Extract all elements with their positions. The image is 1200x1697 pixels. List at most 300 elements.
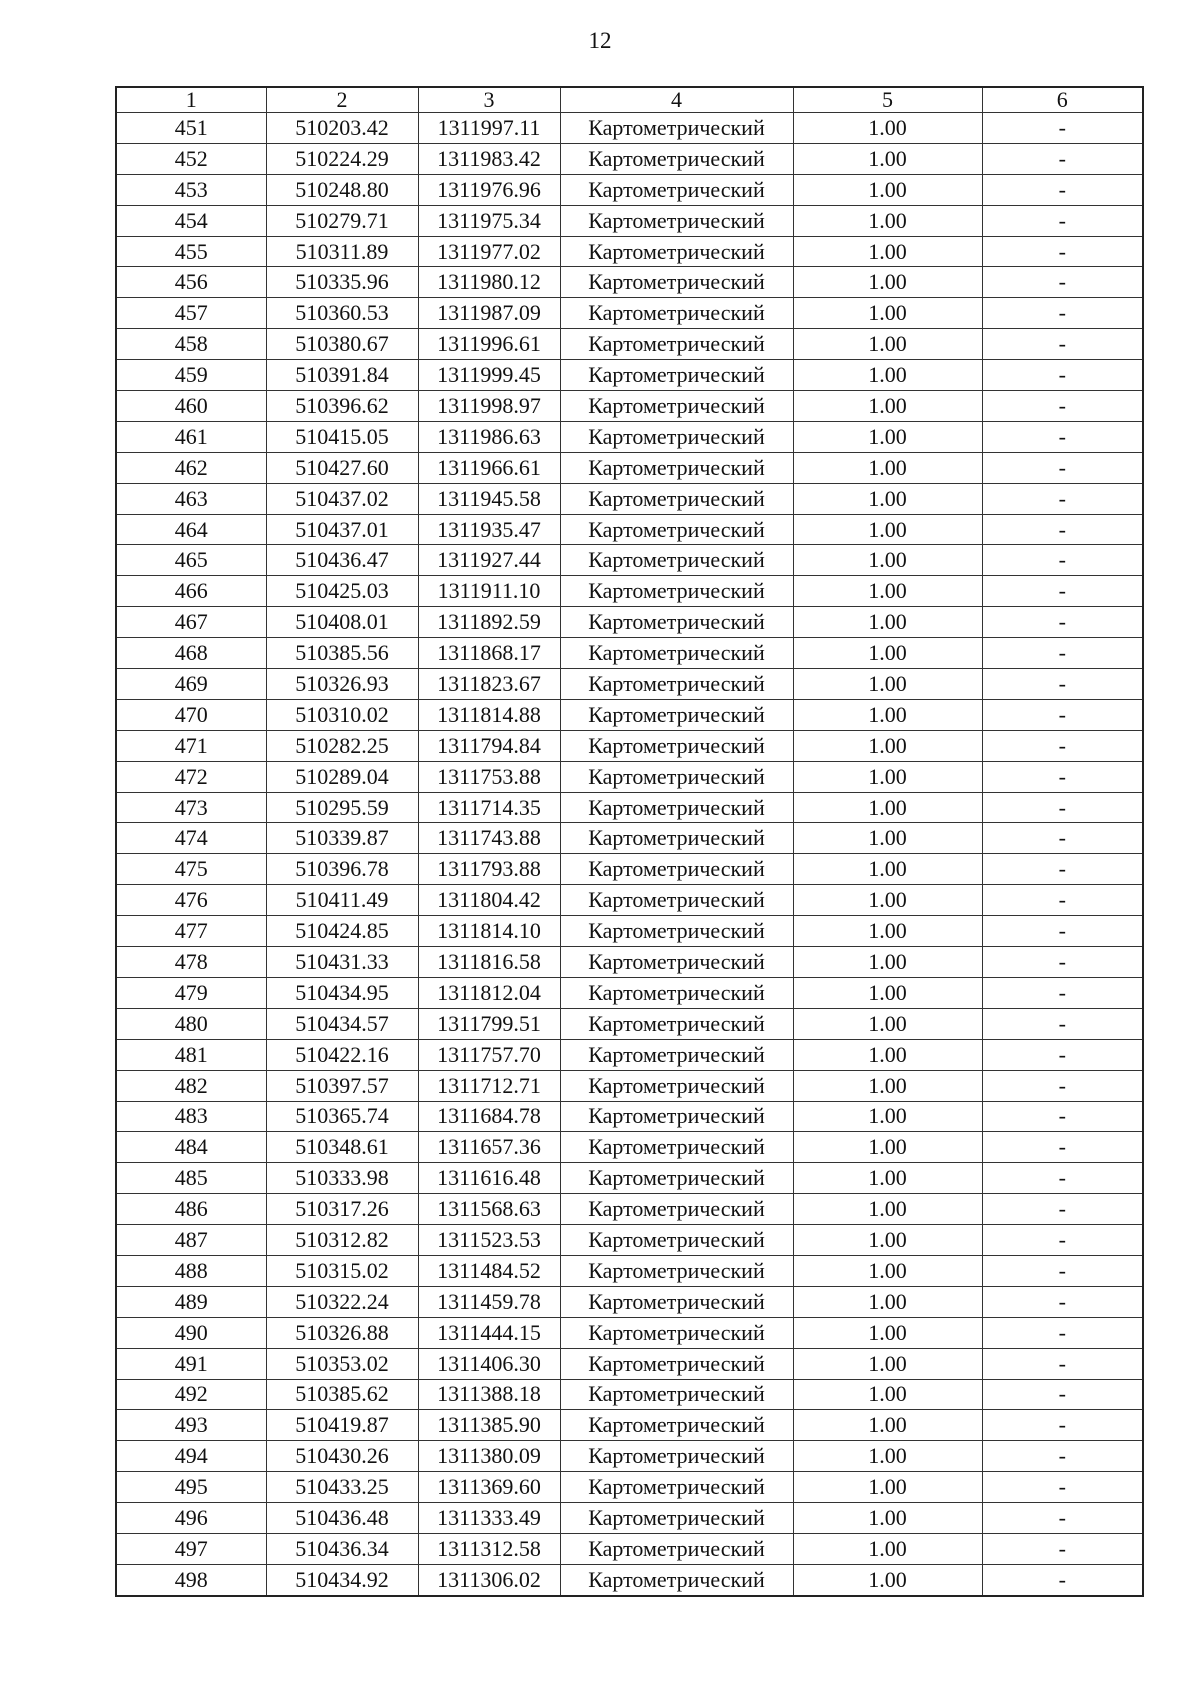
accuracy-cell: 1.00	[793, 854, 982, 885]
y-coordinate-cell: 1311306.02	[418, 1564, 560, 1595]
method-cell: Картометрический	[560, 1472, 793, 1503]
accuracy-cell: 1.00	[793, 823, 982, 854]
x-coordinate-cell: 510279.71	[266, 205, 418, 236]
note-cell: -	[982, 669, 1143, 700]
y-coordinate-cell: 1311935.47	[418, 514, 560, 545]
y-coordinate-cell: 1311684.78	[418, 1101, 560, 1132]
y-coordinate-cell: 1311816.58	[418, 947, 560, 978]
point-number-cell: 493	[116, 1410, 266, 1441]
point-number-cell: 453	[116, 174, 266, 205]
point-number-cell: 472	[116, 761, 266, 792]
note-cell: -	[982, 205, 1143, 236]
table-row	[116, 1101, 1143, 1132]
note-cell: -	[982, 329, 1143, 360]
method-cell: Картометрический	[560, 1039, 793, 1070]
table-row	[116, 1379, 1143, 1410]
accuracy-cell: 1.00	[793, 1379, 982, 1410]
method-cell: Картометрический	[560, 1533, 793, 1564]
point-number-cell: 480	[116, 1008, 266, 1039]
y-coordinate-cell: 1311998.97	[418, 391, 560, 422]
accuracy-cell: 1.00	[793, 391, 982, 422]
table-row	[116, 761, 1143, 792]
table-row	[116, 1503, 1143, 1534]
note-cell: -	[982, 1410, 1143, 1441]
header-row	[116, 87, 1143, 113]
column-header-4: 4	[560, 87, 793, 113]
note-cell: -	[982, 1225, 1143, 1256]
note-cell: -	[982, 1008, 1143, 1039]
note-cell: -	[982, 792, 1143, 823]
y-coordinate-cell: 1311484.52	[418, 1255, 560, 1286]
table-row	[116, 298, 1143, 329]
accuracy-cell: 1.00	[793, 1225, 982, 1256]
accuracy-cell: 1.00	[793, 576, 982, 607]
y-coordinate-cell: 1311997.11	[418, 113, 560, 144]
accuracy-cell: 1.00	[793, 267, 982, 298]
point-number-cell: 481	[116, 1039, 266, 1070]
y-coordinate-cell: 1311814.10	[418, 916, 560, 947]
method-cell: Картометрический	[560, 669, 793, 700]
accuracy-cell: 1.00	[793, 1255, 982, 1286]
note-cell: -	[982, 143, 1143, 174]
note-cell: -	[982, 1348, 1143, 1379]
accuracy-cell: 1.00	[793, 1163, 982, 1194]
table-row	[116, 360, 1143, 391]
x-coordinate-cell: 510385.62	[266, 1379, 418, 1410]
method-cell: Картометрический	[560, 360, 793, 391]
accuracy-cell: 1.00	[793, 1503, 982, 1534]
method-cell: Картометрический	[560, 143, 793, 174]
point-number-cell: 490	[116, 1317, 266, 1348]
method-cell: Картометрический	[560, 1286, 793, 1317]
method-cell: Картометрический	[560, 576, 793, 607]
accuracy-cell: 1.00	[793, 977, 982, 1008]
y-coordinate-cell: 1311369.60	[418, 1472, 560, 1503]
note-cell: -	[982, 298, 1143, 329]
method-cell: Картометрический	[560, 1225, 793, 1256]
note-cell: -	[982, 638, 1143, 669]
x-coordinate-cell: 510434.95	[266, 977, 418, 1008]
y-coordinate-cell: 1311996.61	[418, 329, 560, 360]
method-cell: Картометрический	[560, 391, 793, 422]
coordinates-table	[115, 86, 1144, 1597]
y-coordinate-cell: 1311980.12	[418, 267, 560, 298]
point-number-cell: 459	[116, 360, 266, 391]
point-number-cell: 496	[116, 1503, 266, 1534]
x-coordinate-cell: 510380.67	[266, 329, 418, 360]
y-coordinate-cell: 1311814.88	[418, 699, 560, 730]
x-coordinate-cell: 510360.53	[266, 298, 418, 329]
x-coordinate-cell: 510396.78	[266, 854, 418, 885]
accuracy-cell: 1.00	[793, 885, 982, 916]
y-coordinate-cell: 1311945.58	[418, 483, 560, 514]
method-cell: Картометрический	[560, 1101, 793, 1132]
table-row	[116, 1194, 1143, 1225]
accuracy-cell: 1.00	[793, 236, 982, 267]
note-cell: -	[982, 885, 1143, 916]
point-number-cell: 497	[116, 1533, 266, 1564]
x-coordinate-cell: 510433.25	[266, 1472, 418, 1503]
point-number-cell: 475	[116, 854, 266, 885]
note-cell: -	[982, 916, 1143, 947]
method-cell: Картометрический	[560, 174, 793, 205]
method-cell: Картометрический	[560, 267, 793, 298]
method-cell: Картометрический	[560, 607, 793, 638]
x-coordinate-cell: 510289.04	[266, 761, 418, 792]
method-cell: Картометрический	[560, 1008, 793, 1039]
y-coordinate-cell: 1311714.35	[418, 792, 560, 823]
point-number-cell: 466	[116, 576, 266, 607]
table-row	[116, 1410, 1143, 1441]
note-cell: -	[982, 1564, 1143, 1595]
accuracy-cell: 1.00	[793, 1008, 982, 1039]
table-row	[116, 205, 1143, 236]
y-coordinate-cell: 1311983.42	[418, 143, 560, 174]
point-number-cell: 469	[116, 669, 266, 700]
y-coordinate-cell: 1311966.61	[418, 452, 560, 483]
point-number-cell: 487	[116, 1225, 266, 1256]
y-coordinate-cell: 1311616.48	[418, 1163, 560, 1194]
y-coordinate-cell: 1311892.59	[418, 607, 560, 638]
y-coordinate-cell: 1311406.30	[418, 1348, 560, 1379]
point-number-cell: 458	[116, 329, 266, 360]
note-cell: -	[982, 483, 1143, 514]
point-number-cell: 486	[116, 1194, 266, 1225]
x-coordinate-cell: 510425.03	[266, 576, 418, 607]
x-coordinate-cell: 510310.02	[266, 699, 418, 730]
point-number-cell: 488	[116, 1255, 266, 1286]
accuracy-cell: 1.00	[793, 669, 982, 700]
note-cell: -	[982, 1503, 1143, 1534]
accuracy-cell: 1.00	[793, 143, 982, 174]
method-cell: Картометрический	[560, 638, 793, 669]
note-cell: -	[982, 1039, 1143, 1070]
point-number-cell: 474	[116, 823, 266, 854]
note-cell: -	[982, 452, 1143, 483]
y-coordinate-cell: 1311823.67	[418, 669, 560, 700]
table-row	[116, 1132, 1143, 1163]
accuracy-cell: 1.00	[793, 1039, 982, 1070]
note-cell: -	[982, 360, 1143, 391]
y-coordinate-cell: 1311459.78	[418, 1286, 560, 1317]
method-cell: Картометрический	[560, 1410, 793, 1441]
note-cell: -	[982, 1286, 1143, 1317]
point-number-cell: 498	[116, 1564, 266, 1595]
column-header-2: 2	[266, 87, 418, 113]
x-coordinate-cell: 510365.74	[266, 1101, 418, 1132]
note-cell: -	[982, 174, 1143, 205]
y-coordinate-cell: 1311975.34	[418, 205, 560, 236]
x-coordinate-cell: 510339.87	[266, 823, 418, 854]
accuracy-cell: 1.00	[793, 1472, 982, 1503]
accuracy-cell: 1.00	[793, 421, 982, 452]
table-row	[116, 1255, 1143, 1286]
point-number-cell: 470	[116, 699, 266, 730]
accuracy-cell: 1.00	[793, 1132, 982, 1163]
x-coordinate-cell: 510436.34	[266, 1533, 418, 1564]
method-cell: Картометрический	[560, 236, 793, 267]
y-coordinate-cell: 1311712.71	[418, 1070, 560, 1101]
x-coordinate-cell: 510322.24	[266, 1286, 418, 1317]
y-coordinate-cell: 1311793.88	[418, 854, 560, 885]
note-cell: -	[982, 1379, 1143, 1410]
x-coordinate-cell: 510431.33	[266, 947, 418, 978]
table-row	[116, 607, 1143, 638]
table-row	[116, 730, 1143, 761]
method-cell: Картометрический	[560, 1503, 793, 1534]
x-coordinate-cell: 510419.87	[266, 1410, 418, 1441]
y-coordinate-cell: 1311987.09	[418, 298, 560, 329]
point-number-cell: 467	[116, 607, 266, 638]
table-row	[116, 916, 1143, 947]
table-row	[116, 854, 1143, 885]
y-coordinate-cell: 1311385.90	[418, 1410, 560, 1441]
method-cell: Картометрический	[560, 1070, 793, 1101]
method-cell: Картометрический	[560, 761, 793, 792]
column-header-5: 5	[793, 87, 982, 113]
note-cell: -	[982, 391, 1143, 422]
point-number-cell: 460	[116, 391, 266, 422]
table-row	[116, 113, 1143, 144]
point-number-cell: 456	[116, 267, 266, 298]
x-coordinate-cell: 510436.47	[266, 545, 418, 576]
point-number-cell: 495	[116, 1472, 266, 1503]
point-number-cell: 482	[116, 1070, 266, 1101]
y-coordinate-cell: 1311753.88	[418, 761, 560, 792]
method-cell: Картометрический	[560, 421, 793, 452]
x-coordinate-cell: 510312.82	[266, 1225, 418, 1256]
note-cell: -	[982, 1132, 1143, 1163]
accuracy-cell: 1.00	[793, 298, 982, 329]
method-cell: Картометрический	[560, 483, 793, 514]
table-row	[116, 977, 1143, 1008]
x-coordinate-cell: 510411.49	[266, 885, 418, 916]
method-cell: Картометрический	[560, 1348, 793, 1379]
point-number-cell: 451	[116, 113, 266, 144]
x-coordinate-cell: 510317.26	[266, 1194, 418, 1225]
x-coordinate-cell: 510315.02	[266, 1255, 418, 1286]
x-coordinate-cell: 510326.93	[266, 669, 418, 700]
table-row	[116, 638, 1143, 669]
point-number-cell: 463	[116, 483, 266, 514]
method-cell: Картометрический	[560, 329, 793, 360]
y-coordinate-cell: 1311743.88	[418, 823, 560, 854]
method-cell: Картометрический	[560, 205, 793, 236]
method-cell: Картометрический	[560, 1317, 793, 1348]
y-coordinate-cell: 1311804.42	[418, 885, 560, 916]
note-cell: -	[982, 236, 1143, 267]
table-row	[116, 1008, 1143, 1039]
point-number-cell: 452	[116, 143, 266, 174]
note-cell: -	[982, 730, 1143, 761]
table-row	[116, 143, 1143, 174]
x-coordinate-cell: 510424.85	[266, 916, 418, 947]
x-coordinate-cell: 510434.57	[266, 1008, 418, 1039]
table-row	[116, 545, 1143, 576]
accuracy-cell: 1.00	[793, 1070, 982, 1101]
note-cell: -	[982, 1533, 1143, 1564]
x-coordinate-cell: 510385.56	[266, 638, 418, 669]
point-number-cell: 485	[116, 1163, 266, 1194]
method-cell: Картометрический	[560, 1255, 793, 1286]
y-coordinate-cell: 1311388.18	[418, 1379, 560, 1410]
accuracy-cell: 1.00	[793, 514, 982, 545]
method-cell: Картометрический	[560, 947, 793, 978]
method-cell: Картометрический	[560, 699, 793, 730]
x-coordinate-cell: 510333.98	[266, 1163, 418, 1194]
note-cell: -	[982, 421, 1143, 452]
table-row	[116, 669, 1143, 700]
table-body	[116, 113, 1143, 1596]
x-coordinate-cell: 510353.02	[266, 1348, 418, 1379]
x-coordinate-cell: 510408.01	[266, 607, 418, 638]
x-coordinate-cell: 510422.16	[266, 1039, 418, 1070]
y-coordinate-cell: 1311911.10	[418, 576, 560, 607]
page-number: 12	[588, 28, 612, 53]
table-row	[116, 1286, 1143, 1317]
method-cell: Картометрический	[560, 730, 793, 761]
method-cell: Картометрический	[560, 1163, 793, 1194]
accuracy-cell: 1.00	[793, 113, 982, 144]
y-coordinate-cell: 1311380.09	[418, 1441, 560, 1472]
table-row	[116, 1441, 1143, 1472]
x-coordinate-cell: 510415.05	[266, 421, 418, 452]
method-cell: Картометрический	[560, 1194, 793, 1225]
method-cell: Картометрический	[560, 514, 793, 545]
point-number-cell: 464	[116, 514, 266, 545]
point-number-cell: 457	[116, 298, 266, 329]
table-row	[116, 174, 1143, 205]
y-coordinate-cell: 1311312.58	[418, 1533, 560, 1564]
accuracy-cell: 1.00	[793, 483, 982, 514]
note-cell: -	[982, 699, 1143, 730]
note-cell: -	[982, 1441, 1143, 1472]
x-coordinate-cell: 510295.59	[266, 792, 418, 823]
point-number-cell: 484	[116, 1132, 266, 1163]
x-coordinate-cell: 510427.60	[266, 452, 418, 483]
method-cell: Картометрический	[560, 113, 793, 144]
accuracy-cell: 1.00	[793, 360, 982, 391]
accuracy-cell: 1.00	[793, 1348, 982, 1379]
table-row	[116, 329, 1143, 360]
x-coordinate-cell: 510326.88	[266, 1317, 418, 1348]
accuracy-cell: 1.00	[793, 329, 982, 360]
point-number-cell: 461	[116, 421, 266, 452]
table-row	[116, 236, 1143, 267]
note-cell: -	[982, 1101, 1143, 1132]
table-row	[116, 1163, 1143, 1194]
point-number-cell: 473	[116, 792, 266, 823]
point-number-cell: 483	[116, 1101, 266, 1132]
table-row	[116, 1533, 1143, 1564]
method-cell: Картометрический	[560, 298, 793, 329]
method-cell: Картометрический	[560, 545, 793, 576]
method-cell: Картометрический	[560, 792, 793, 823]
y-coordinate-cell: 1311799.51	[418, 1008, 560, 1039]
accuracy-cell: 1.00	[793, 1410, 982, 1441]
y-coordinate-cell: 1311977.02	[418, 236, 560, 267]
y-coordinate-cell: 1311444.15	[418, 1317, 560, 1348]
accuracy-cell: 1.00	[793, 545, 982, 576]
accuracy-cell: 1.00	[793, 607, 982, 638]
method-cell: Картометрический	[560, 1564, 793, 1595]
method-cell: Картометрический	[560, 916, 793, 947]
method-cell: Картометрический	[560, 854, 793, 885]
table-row	[116, 483, 1143, 514]
y-coordinate-cell: 1311757.70	[418, 1039, 560, 1070]
x-coordinate-cell: 510391.84	[266, 360, 418, 391]
accuracy-cell: 1.00	[793, 1564, 982, 1595]
table-row	[116, 576, 1143, 607]
note-cell: -	[982, 977, 1143, 1008]
note-cell: -	[982, 545, 1143, 576]
table-row	[116, 452, 1143, 483]
point-number-cell: 455	[116, 236, 266, 267]
method-cell: Картометрический	[560, 885, 793, 916]
note-cell: -	[982, 267, 1143, 298]
y-coordinate-cell: 1311927.44	[418, 545, 560, 576]
point-number-cell: 465	[116, 545, 266, 576]
table-header	[116, 87, 1143, 113]
method-cell: Картометрический	[560, 1441, 793, 1472]
note-cell: -	[982, 947, 1143, 978]
table-row	[116, 421, 1143, 452]
point-number-cell: 454	[116, 205, 266, 236]
note-cell: -	[982, 1070, 1143, 1101]
note-cell: -	[982, 514, 1143, 545]
accuracy-cell: 1.00	[793, 1101, 982, 1132]
point-number-cell: 494	[116, 1441, 266, 1472]
x-coordinate-cell: 510437.02	[266, 483, 418, 514]
note-cell: -	[982, 607, 1143, 638]
point-number-cell: 471	[116, 730, 266, 761]
column-header-6: 6	[982, 87, 1143, 113]
point-number-cell: 477	[116, 916, 266, 947]
point-number-cell: 492	[116, 1379, 266, 1410]
table-row	[116, 1070, 1143, 1101]
x-coordinate-cell: 510396.62	[266, 391, 418, 422]
method-cell: Картометрический	[560, 977, 793, 1008]
note-cell: -	[982, 1255, 1143, 1286]
y-coordinate-cell: 1311976.96	[418, 174, 560, 205]
table-row	[116, 1039, 1143, 1070]
accuracy-cell: 1.00	[793, 1194, 982, 1225]
y-coordinate-cell: 1311812.04	[418, 977, 560, 1008]
table-row	[116, 885, 1143, 916]
accuracy-cell: 1.00	[793, 205, 982, 236]
y-coordinate-cell: 1311523.53	[418, 1225, 560, 1256]
accuracy-cell: 1.00	[793, 1286, 982, 1317]
accuracy-cell: 1.00	[793, 761, 982, 792]
accuracy-cell: 1.00	[793, 699, 982, 730]
note-cell: -	[982, 1317, 1143, 1348]
point-number-cell: 491	[116, 1348, 266, 1379]
y-coordinate-cell: 1311333.49	[418, 1503, 560, 1534]
x-coordinate-cell: 510348.61	[266, 1132, 418, 1163]
note-cell: -	[982, 1194, 1143, 1225]
y-coordinate-cell: 1311999.45	[418, 360, 560, 391]
accuracy-cell: 1.00	[793, 916, 982, 947]
point-number-cell: 462	[116, 452, 266, 483]
y-coordinate-cell: 1311794.84	[418, 730, 560, 761]
accuracy-cell: 1.00	[793, 1317, 982, 1348]
method-cell: Картометрический	[560, 1132, 793, 1163]
table-row	[116, 792, 1143, 823]
accuracy-cell: 1.00	[793, 1533, 982, 1564]
x-coordinate-cell: 510430.26	[266, 1441, 418, 1472]
accuracy-cell: 1.00	[793, 730, 982, 761]
x-coordinate-cell: 510335.96	[266, 267, 418, 298]
